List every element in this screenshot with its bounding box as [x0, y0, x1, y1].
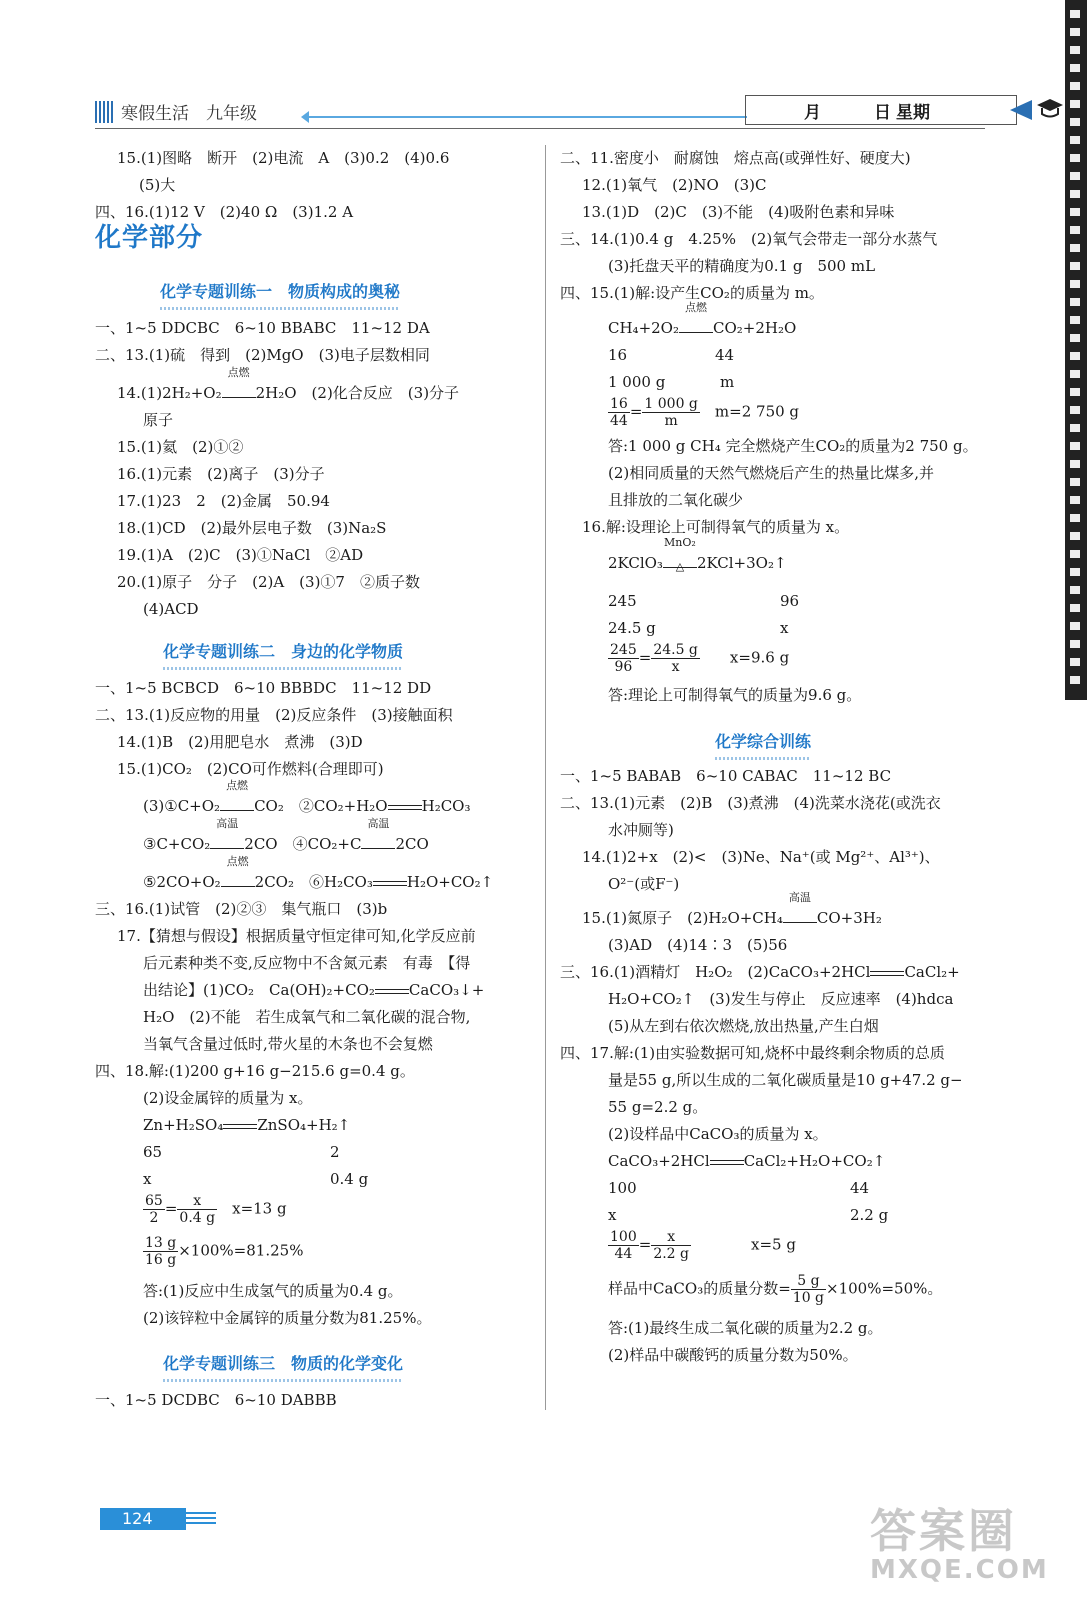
answer-line: 一、1~5 DCDBC 6~10 DABBB: [95, 1391, 337, 1409]
answer-line: 20.(1)原子 分子 (2)A (3)①7 ②质子数: [117, 573, 420, 591]
answer-line: 一、1~5 BABAB 6~10 CABAC 11~12 BC: [560, 767, 892, 785]
page-header: [95, 95, 995, 135]
ratio-value: 24.5 g: [608, 619, 656, 637]
equation-line: ⑤2CO+O₂ 点燃 2CO₂ ⑥H₂CO₃ H₂O+CO₂↑: [143, 855, 494, 891]
ratio-value: x: [143, 1170, 152, 1188]
answer-line: 后元素种类不变,反应物中不含氮元素 有毒 【得: [143, 954, 471, 972]
fraction-line: $\frac{16}{44}$ = $\frac{1 000 g}{m}$ m=2 750 g: [610, 396, 800, 429]
graduation-cap-icon: [1035, 97, 1065, 119]
answer-line: 答:理论上可制得氧气的质量为9.6 g。: [608, 686, 862, 704]
equation-line: 15.(1)氮原子 (2)H₂O+CH₄ 高温 CO+3H₂: [582, 891, 882, 927]
answer-line: 一、1~5 BCBCD 6~10 BBBDC 11~12 DD: [95, 679, 432, 697]
week-label: 星期: [896, 103, 930, 123]
answer-line: 量是55 g,所以生成的二氧化碳质量是10 g+47.2 g−: [608, 1071, 963, 1089]
day-label: 日: [874, 103, 891, 123]
ratio-value: 96: [780, 592, 800, 610]
ratio-value: 245: [608, 592, 637, 610]
header-rule: [95, 128, 985, 129]
section-title: 化学专题训练一 物质构成的奥秘: [160, 278, 400, 305]
answer-line: (5)从左到右依次燃烧,放出热量,产生白烟: [608, 1017, 879, 1035]
reaction-condition: 点燃: [222, 380, 256, 407]
answer-line: 答:1 000 g CH₄ 完全燃烧产生CO₂的质量为2 750 g。: [608, 437, 978, 455]
equation-line: ③C+CO₂ 高温 2CO ④CO₂+C 高温 2CO: [143, 817, 429, 853]
ratio-value: 0.4 g: [330, 1170, 369, 1188]
ratio-value: 100: [608, 1179, 637, 1197]
answer-line: 二、13.(1)反应物的用量 (2)反应条件 (3)接触面积: [95, 706, 453, 724]
answer-line: 四、16.(1)12 V (2)40 Ω (3)1.2 A: [95, 203, 354, 221]
answer-line: 17.(1)23 2 (2)金属 50.94: [117, 492, 330, 510]
ratio-value: 44: [850, 1179, 870, 1197]
answer-line: 出结论】(1)CO₂ Ca(OH)₂+CO₂ CaCO₃↓+: [143, 981, 485, 999]
month-label: 月: [804, 103, 821, 123]
equation-line: CH₄+2O₂ 点燃 CO₂+2H₂O: [608, 301, 797, 337]
fraction-line: $\frac{13 g}{16 g}$ ×100%=81.25%: [145, 1235, 304, 1268]
answer-line: (2)设样品中CaCO₃的质量为 x。: [608, 1125, 828, 1143]
answer-line: 水冲厕等): [608, 821, 674, 839]
answer-line: (2)设金属锌的质量为 x。: [143, 1089, 313, 1107]
header-arrow-line: [307, 116, 747, 118]
watermark-logo-text: 答案圈: [870, 1504, 1017, 1558]
column-divider: [545, 145, 546, 1410]
answer-line: 三、14.(1)0.4 g 4.25% (2)氧气会带走一部分水蒸气: [560, 230, 938, 248]
answer-line: 17.【猜想与假设】根据质量守恒定律可知,化学反应前: [117, 927, 476, 945]
answer-line: 16.(1)元素 (2)离子 (3)分子: [117, 465, 325, 483]
answer-line: 19.(1)A (2)C (3)①NaCl ②AD: [117, 546, 364, 564]
answer-line: H₂O+CO₂↑ (3)发生与停止 反应速率 (4)hdca: [608, 990, 954, 1008]
answer-line: 答:(1)最终生成二氧化碳的质量为2.2 g。: [608, 1319, 883, 1337]
answer-line: 14.(1)2+x (2)< (3)Ne、Na⁺(或 Mg²⁺、Al³⁺)、: [582, 848, 940, 866]
answer-line: 二、13.(1)元素 (2)B (3)煮沸 (4)洗菜水浇花(或洗衣: [560, 794, 941, 812]
answer-line: 三、16.(1)试管 (2)②③ 集气瓶口 (3)b: [95, 900, 388, 918]
ratio-value: 65: [143, 1143, 163, 1161]
answer-line: 13.(1)D (2)C (3)不能 (4)吸附色素和异味: [582, 203, 895, 221]
answer-line: (2)相同质量的天然气燃烧后产生的热量比煤多,并: [608, 464, 935, 482]
header-stripes-icon: [95, 101, 115, 123]
answer-line: (3)托盘天平的精确度为0.1 g 500 mL: [608, 257, 876, 275]
ratio-value: m: [720, 373, 735, 391]
section-title: 化学专题训练二 身边的化学物质: [163, 638, 403, 665]
answer-line: 二、11.密度小 耐腐蚀 熔点高(或弹性好、硬度大): [560, 149, 911, 167]
header-triangle-icon: [1010, 100, 1032, 120]
ratio-value: 1 000 g: [608, 373, 666, 391]
equation-line: Zn+H₂SO₄ ZnSO₄+H₂↑: [143, 1116, 351, 1134]
answer-line: 15.(1)CO₂ (2)CO可作燃料(合理即可): [117, 760, 384, 778]
answer-line: 14.(1)2H₂+O₂ 点燃 2H₂O (2)化合反应 (3)分子: [117, 380, 459, 407]
page-number: 124: [100, 1508, 186, 1530]
answer-line: 15.(1)图略 断开 (2)电流 A (3)0.2 (4)0.6: [117, 149, 450, 167]
answer-line: (3)AD (4)14∶3 (5)56: [608, 936, 788, 954]
watermark-url: MXQE.COM: [870, 1555, 1049, 1585]
equation-line: CaCO₃+2HCl CaCl₂+H₂O+CO₂↑: [608, 1152, 886, 1170]
answer-line: 原子: [143, 411, 174, 429]
equation-line: 2KClO₃ MnO₂ △ 2KCl+3O₂↑: [608, 536, 787, 573]
fraction-line: $\frac{100}{44}$ = $\frac{x}{2.2 g}$ x=5 g: [610, 1229, 796, 1262]
ratio-value: 44: [715, 346, 735, 364]
answer-line: 四、18.解:(1)200 g+16 g−215.6 g=0.4 g。: [95, 1062, 415, 1080]
answer-line: 一、1~5 DDCBC 6~10 BBABC 11~12 DA: [95, 319, 430, 337]
answer-line: (2)该锌粒中金属锌的质量分数为81.25%。: [143, 1309, 432, 1327]
answer-line: 12.(1)氧气 (2)NO (3)C: [582, 176, 767, 194]
answer-line: 三、16.(1)酒精灯 H₂O₂ (2)CaCO₃+2HCl CaCl₂+: [560, 963, 960, 981]
part-title: 化学部分: [95, 223, 204, 253]
answer-line: H₂O (2)不能 若生成氧气和二氧化碳的混合物,: [143, 1008, 471, 1026]
ratio-value: x: [608, 1206, 617, 1224]
answer-line: 四、15.(1)解:设产生CO₂的质量为 m。: [560, 284, 824, 302]
answer-line: (5)大: [139, 176, 176, 194]
watermark: [870, 1495, 1049, 1585]
answer-line: 四、17.解:(1)由实验数据可知,烧杯中最终剩余物质的总质: [560, 1044, 945, 1062]
fraction-line: 样品中CaCO₃的质量分数= $\frac{5 g}{10 g}$ ×100%=50%。: [608, 1273, 943, 1306]
ratio-value: 16: [608, 346, 628, 364]
film-strip-decoration: [1065, 0, 1087, 700]
answer-line: 18.(1)CD (2)最外层电子数 (3)Na₂S: [117, 519, 387, 537]
answer-line: O²⁻(或F⁻): [608, 875, 680, 893]
answer-line: 15.(1)氦 (2)①②: [117, 438, 244, 456]
section-title: 化学综合训练: [715, 728, 811, 755]
date-box: [745, 95, 1017, 125]
fraction-line: $\frac{245}{96}$ = $\frac{24.5 g}{x}$ x=9.6 g: [610, 642, 790, 675]
answer-line: 当氧气含量过低时,带火星的木条也不会复燃: [143, 1035, 433, 1053]
answer-line: (4)ACD: [143, 600, 199, 618]
ratio-value: x: [780, 619, 789, 637]
fraction-line: $\frac{65}{2}$ = $\frac{x}{0.4 g}$ x=13 g: [145, 1193, 287, 1226]
ratio-value: 2.2 g: [850, 1206, 889, 1224]
answer-line: (2)样品中碳酸钙的质量分数为50%。: [608, 1346, 858, 1364]
section-title: 化学专题训练三 物质的化学变化: [163, 1350, 403, 1377]
ratio-value: 2: [330, 1143, 340, 1161]
answer-line: 55 g=2.2 g。: [608, 1098, 708, 1116]
page-number-stripes: [186, 1512, 216, 1526]
answer-line: 二、13.(1)硫 得到 (2)MgO (3)电子层数相同: [95, 346, 430, 364]
answer-line: 14.(1)B (2)用肥皂水 煮沸 (3)D: [117, 733, 363, 751]
book-title: 寒假生活 九年级: [121, 104, 257, 124]
equation-line: (3)①C+O₂ 点燃 CO₂ ②CO₂+H₂O H₂CO₃: [143, 779, 471, 815]
answer-line: 且排放的二氧化碳少: [608, 491, 744, 509]
answer-line: 答:(1)反应中生成氢气的质量为0.4 g。: [143, 1282, 403, 1300]
answer-line: 16.解:设理论上可制得氧气的质量为 x。: [582, 518, 850, 536]
